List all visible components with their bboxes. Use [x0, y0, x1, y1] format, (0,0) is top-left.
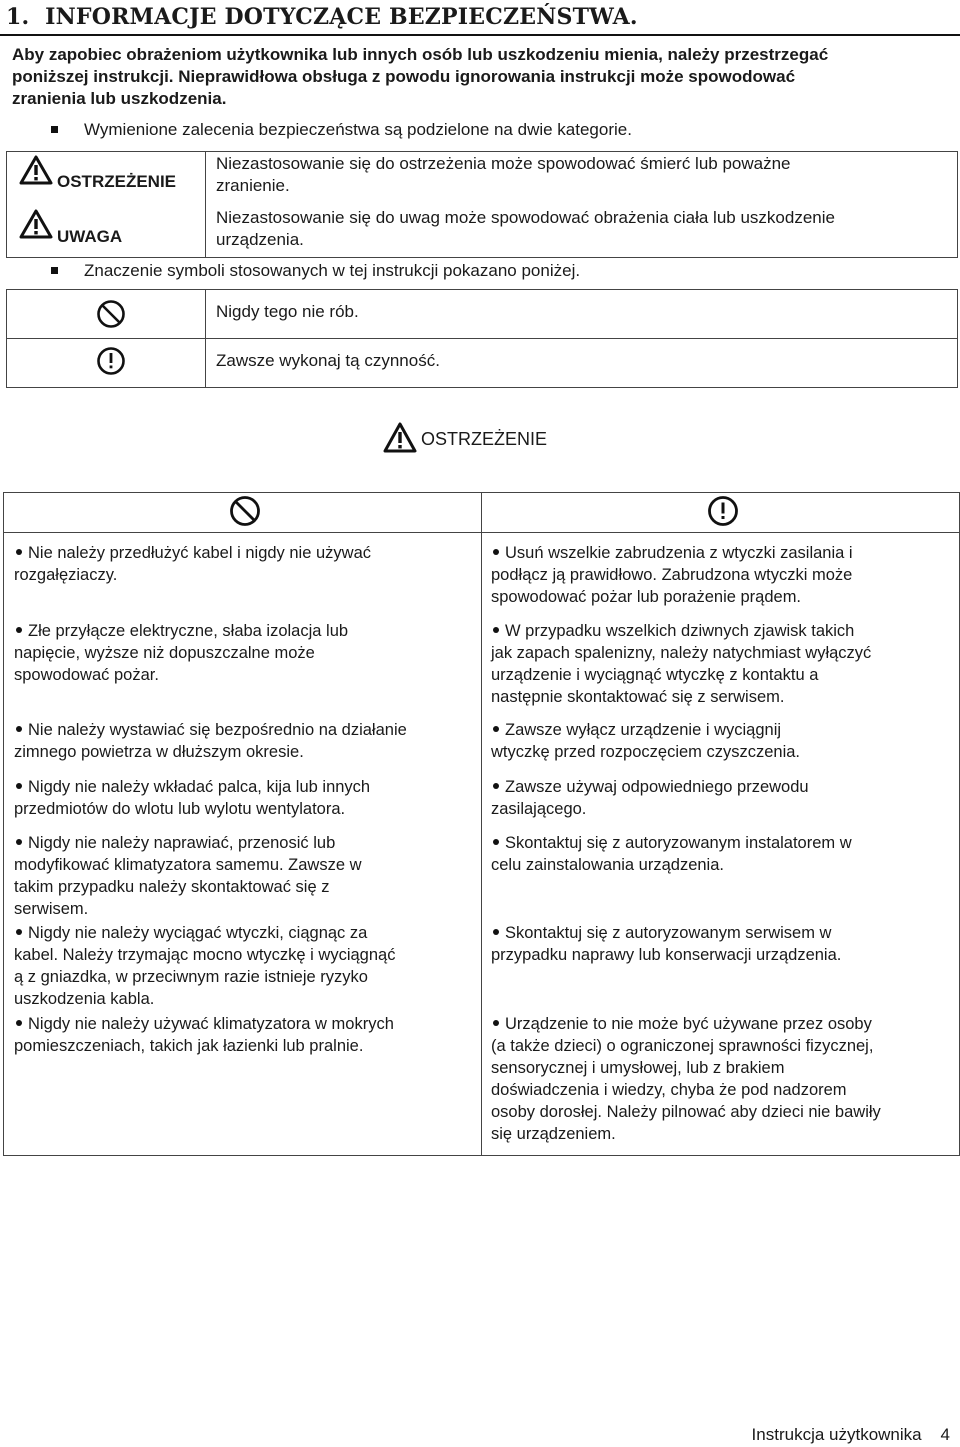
column-divider — [481, 493, 482, 1155]
warning-text-line: wtyczkę przed rozpoczęciem czyszczenia. — [491, 743, 801, 761]
warning-text-line: pomieszczeniach, takich jak łazienki lub pralnie. — [14, 1037, 364, 1055]
warning-triangle-icon — [19, 209, 53, 239]
intro-line: poniższej instrukcji. Nieprawidłowa obsługa z powodu ignorowania instrukcji może spowodować — [12, 67, 796, 86]
bullet-icon — [493, 929, 499, 935]
warning-text-line: Zawsze używaj odpowiedniego przewodu — [505, 778, 809, 796]
header-divider — [4, 532, 959, 533]
warning-text-line: sensorycznej i umysłowej, lub z brakiem — [491, 1059, 785, 1077]
warning-triangle-icon — [383, 422, 417, 454]
warning-triangle-icon — [19, 155, 53, 185]
bullet-icon — [493, 627, 499, 633]
warning-text-line: osoby dorosłej. Należy pilnować aby dzieci nie bawiły — [491, 1103, 881, 1121]
symbol-icon-cell — [7, 290, 206, 339]
warning-list-item — [14, 542, 479, 586]
warning-text-line: celu zainstalowania urządzenia. — [491, 856, 724, 874]
bullet-icon — [493, 549, 499, 555]
section-title — [6, 4, 638, 30]
warning-text-line: napięcie, wyższe niż dopuszczalne może — [14, 644, 315, 662]
warning-list-item — [491, 832, 956, 876]
symbol-icon-cell — [7, 339, 206, 388]
category-desc-line: Niezastosowanie się do uwag może spowodować obrażenia ciała lub uszkodzenie — [216, 208, 835, 227]
prohibition-icon — [96, 299, 126, 329]
warning-text-line: spowodować pożar. — [14, 666, 159, 684]
category-desc-cell — [206, 203, 958, 258]
warning-text-line: następnie skontaktować się z serwisem. — [491, 688, 785, 706]
symbols-intro: Znaczenie symboli stosowanych w tej instrukcji pokazano poniżej. — [84, 261, 581, 280]
warning-section-title: OSTRZEŻENIE — [421, 429, 548, 449]
warning-text-line: serwisem. — [14, 900, 89, 918]
symbols-table — [6, 289, 958, 388]
symbol-meaning: Nigdy tego nie rób. — [216, 302, 359, 321]
warning-text-line: urządzenie i wyciągnąć wtyczkę z kontaktu a — [491, 666, 819, 684]
warning-text-line: Nigdy nie należy wkładać palca, kija lub innych — [28, 778, 371, 796]
bullet-icon — [16, 726, 22, 732]
warning-text-line: (a także dzieci) o ograniczonej sprawności fizycznej, — [491, 1037, 874, 1055]
warning-text-line: ą z gniazdka, w przeciwnym razie istnieje ryzyko — [14, 968, 368, 986]
category-desc-line: zranienie. — [216, 176, 290, 195]
category-desc-line: Niezastosowanie się do ostrzeżenia może spowodować śmierć lub poważne — [216, 154, 791, 173]
warning-text-line: jak zapach spalenizny, należy natychmiast wyłączyć — [491, 644, 872, 662]
warning-list-item — [14, 832, 479, 920]
warning-table — [3, 492, 960, 1156]
section-title-text: INFORMACJE DOTYCZĄCE BEZPIECZEŃSTWA. — [45, 4, 638, 30]
warning-list-item — [491, 776, 956, 820]
category-label: UWAGA — [57, 227, 123, 246]
category-label-cell — [7, 152, 206, 204]
warning-text-line: Nigdy nie należy wyciągać wtyczki, ciągnąc za — [28, 924, 368, 942]
warning-text-line: Nigdy nie należy używać klimatyzatora w mokrych — [28, 1015, 394, 1033]
warning-text-line: przedmiotów do wlotu lub wylotu wentylatora. — [14, 800, 346, 818]
warning-list-item — [14, 719, 479, 763]
exclamation-icon — [707, 495, 739, 527]
category-desc-cell — [206, 152, 958, 204]
warning-text-line: przypadku naprawy lub konserwacji urządzenia. — [491, 946, 842, 964]
warning-text-line: Nie należy wystawiać się bezpośrednio na działanie — [28, 721, 407, 739]
bullet-icon — [16, 627, 22, 633]
warning-text-line: Skontaktuj się z autoryzowanym serwisem w — [505, 924, 832, 942]
categories-table — [6, 151, 958, 258]
warning-text-line: Urządzenie to nie może być używane przez osoby — [505, 1015, 872, 1033]
bullet-icon — [493, 783, 499, 789]
category-label: OSTRZEŻENIE — [57, 172, 177, 191]
footer-label: Instrukcja użytkownika — [751, 1425, 922, 1444]
bullet-icon — [493, 1020, 499, 1026]
warning-list-item — [491, 1013, 956, 1145]
intro-line: zranienia lub uszkodzenia. — [12, 89, 227, 108]
warning-text-line: W przypadku wszelkich dziwnych zjawisk takich — [505, 622, 855, 640]
bullet-icon — [16, 1020, 22, 1026]
section-heading — [0, 2, 960, 36]
intro-line: Aby zapobiec obrażeniom użytkownika lub innych osób lub uszkodzeniu mienia, należy przestrzegać — [12, 45, 829, 64]
warning-text-line: Skontaktuj się z autoryzowanym instalatorem w — [505, 834, 852, 852]
warning-text-line: się urządzeniem. — [491, 1125, 616, 1143]
warning-text-line: modyfikować klimatyzatora samemu. Zawsze w — [14, 856, 362, 874]
warning-list-item — [491, 922, 956, 966]
categories-intro: Wymienione zalecenia bezpieczeństwa są podzielone na dwie kategorie. — [84, 120, 632, 139]
warning-text-line: kabel. Należy trzymając mocno wtyczkę i wyciągnąć — [14, 946, 396, 964]
warning-list-item — [491, 620, 956, 708]
intro-paragraph — [12, 44, 952, 110]
symbol-meaning: Zawsze wykonaj tą czynność. — [216, 351, 440, 370]
bullet-icon — [16, 839, 22, 845]
square-bullet-icon — [51, 267, 58, 274]
symbol-text-cell — [206, 339, 958, 388]
warning-text-line: Nie należy przedłużyć kabel i nigdy nie używać — [28, 544, 372, 562]
warning-text-line: zasilającego. — [491, 800, 587, 818]
warning-text-line: Złe przyłącze elektryczne, słaba izolacja lub — [28, 622, 349, 640]
symbol-text-cell — [206, 290, 958, 339]
warning-text-line: takim przypadku należy skontaktować się z — [14, 878, 330, 896]
prohibition-icon — [229, 495, 261, 527]
warning-text-line: doświadczenia i wiedzy, chyba że pod nadzorem — [491, 1081, 847, 1099]
page-number: 4 — [940, 1425, 950, 1444]
warning-text-line: zimnego powietrza w dłuższym okresie. — [14, 743, 304, 761]
warning-list-item — [491, 719, 956, 763]
bullet-icon — [16, 549, 22, 555]
warning-list-item — [14, 620, 479, 686]
warning-text-line: podłącz ją prawidłowo. Zabrudzona wtyczki może — [491, 566, 853, 584]
category-label-cell — [7, 203, 206, 258]
bullet-icon — [16, 783, 22, 789]
warning-list-item — [14, 1013, 479, 1057]
warning-list-item — [491, 542, 956, 608]
bullet-icon — [493, 726, 499, 732]
warning-text-line: Usuń wszelkie zabrudzenia z wtyczki zasilania i — [505, 544, 853, 562]
page-footer — [752, 1425, 950, 1445]
section-number: 1. — [6, 4, 30, 30]
warning-list-item — [14, 776, 479, 820]
category-desc-line: urządzenia. — [216, 230, 304, 249]
square-bullet-icon — [51, 126, 58, 133]
warning-text-line: spowodować pożar lub porażenie prądem. — [491, 588, 802, 606]
warning-text-line: uszkodzenia kabla. — [14, 990, 155, 1008]
bullet-icon — [493, 839, 499, 845]
bullet-icon — [16, 929, 22, 935]
exclamation-icon — [96, 346, 126, 376]
warning-text-line: Nigdy nie należy naprawiać, przenosić lub — [28, 834, 336, 852]
warning-list-item — [14, 922, 479, 1010]
warning-text-line: rozgałęziaczy. — [14, 566, 118, 584]
warning-text-line: Zawsze wyłącz urządzenie i wyciągnij — [505, 721, 782, 739]
